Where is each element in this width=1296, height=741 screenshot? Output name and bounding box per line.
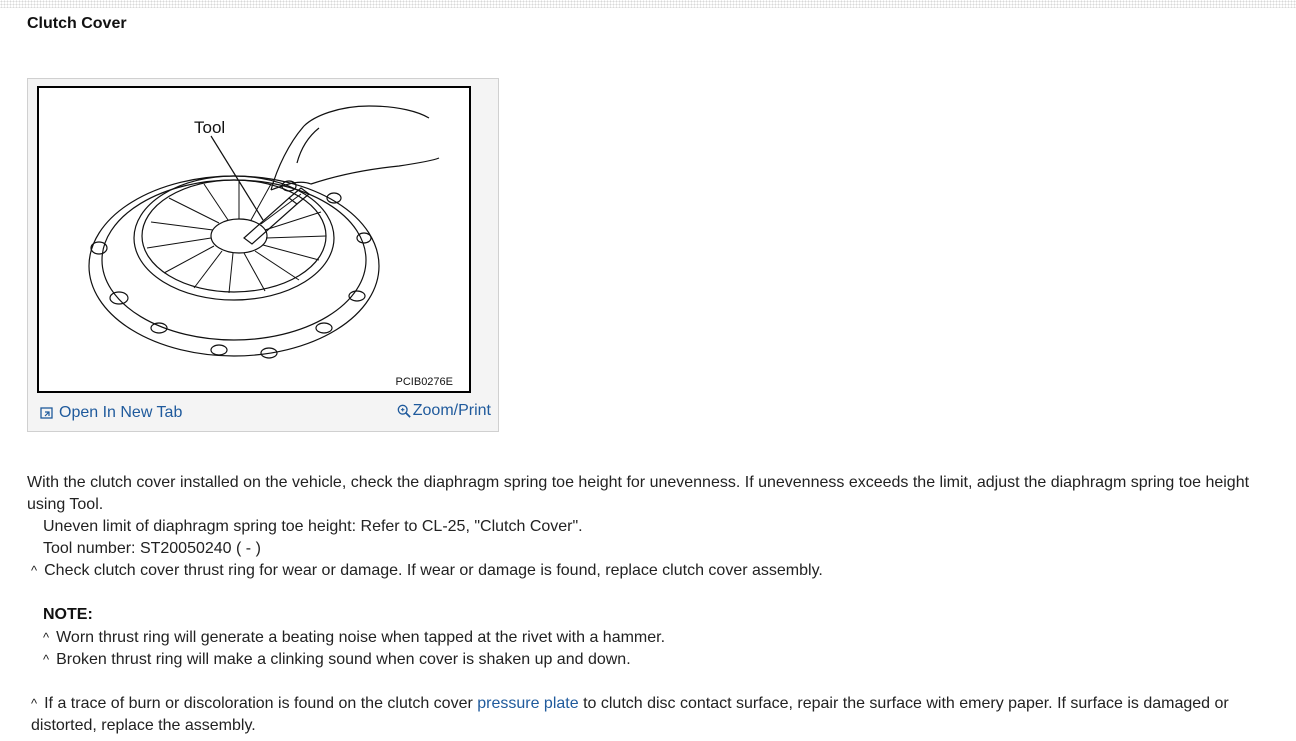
bullet-marker: ^ [43, 652, 50, 667]
spec-line: Uneven limit of diaphragm spring toe height: Refer to CL-25, "Clutch Cover". [43, 518, 583, 535]
bullet-check-thrust-ring [31, 560, 1271, 582]
burn-paragraph [31, 693, 1261, 737]
bullet-marker: ^ [43, 630, 50, 645]
figure-container [27, 78, 499, 432]
pressure-plate-link[interactable]: pressure plate [477, 695, 579, 712]
page-title: Clutch Cover [27, 15, 127, 32]
open-in-new-tab-link[interactable] [40, 404, 182, 422]
tool-callout-label: Tool [194, 118, 226, 137]
figure-code: PCIB0276E [395, 376, 453, 388]
note-item-2 [43, 649, 1283, 671]
bullet-check-text: Check clutch cover thrust ring for wear or damage. If wear or damage is found, replace clutch cover assembly. [44, 562, 823, 579]
open-new-tab-icon [40, 406, 54, 420]
intro-paragraph: With the clutch cover installed on the vehicle, check the diaphragm spring toe height for unevenness. If unevenness exceeds the limit, adjust the diaphragm spring toe height using Tool. [27, 474, 1250, 513]
zoom-print-link[interactable] [397, 402, 491, 420]
note-label: NOTE: [43, 606, 93, 623]
note-item-2-text: Broken thrust ring will make a clinking sound when cover is shaken up and down. [56, 651, 631, 668]
top-dotted-band [0, 0, 1296, 8]
burn-text-after: to clutch disc contact surface, repair the surface with emery paper. If surface is damaged or distorted, replace the assembly. [31, 695, 1229, 734]
burn-text-before: If a trace of burn or discoloration is found on the clutch cover [44, 695, 478, 712]
open-in-new-tab-label[interactable]: Open In New Tab [59, 404, 183, 421]
clutch-cover-drawing [39, 88, 469, 391]
note-item-1 [43, 627, 1283, 649]
tool-number-line: Tool number: ST20050240 ( - ) [43, 540, 261, 557]
bullet-marker: ^ [31, 563, 38, 578]
note-heading [43, 604, 1283, 626]
zoom-print-label[interactable]: Zoom/Print [412, 402, 491, 419]
magnifier-icon [397, 404, 411, 418]
bullet-marker: ^ [31, 696, 38, 711]
note-item-1-text: Worn thrust ring will generate a beating noise when tapped at the rivet with a hammer. [56, 629, 666, 646]
clutch-cover-illustration [37, 86, 471, 393]
